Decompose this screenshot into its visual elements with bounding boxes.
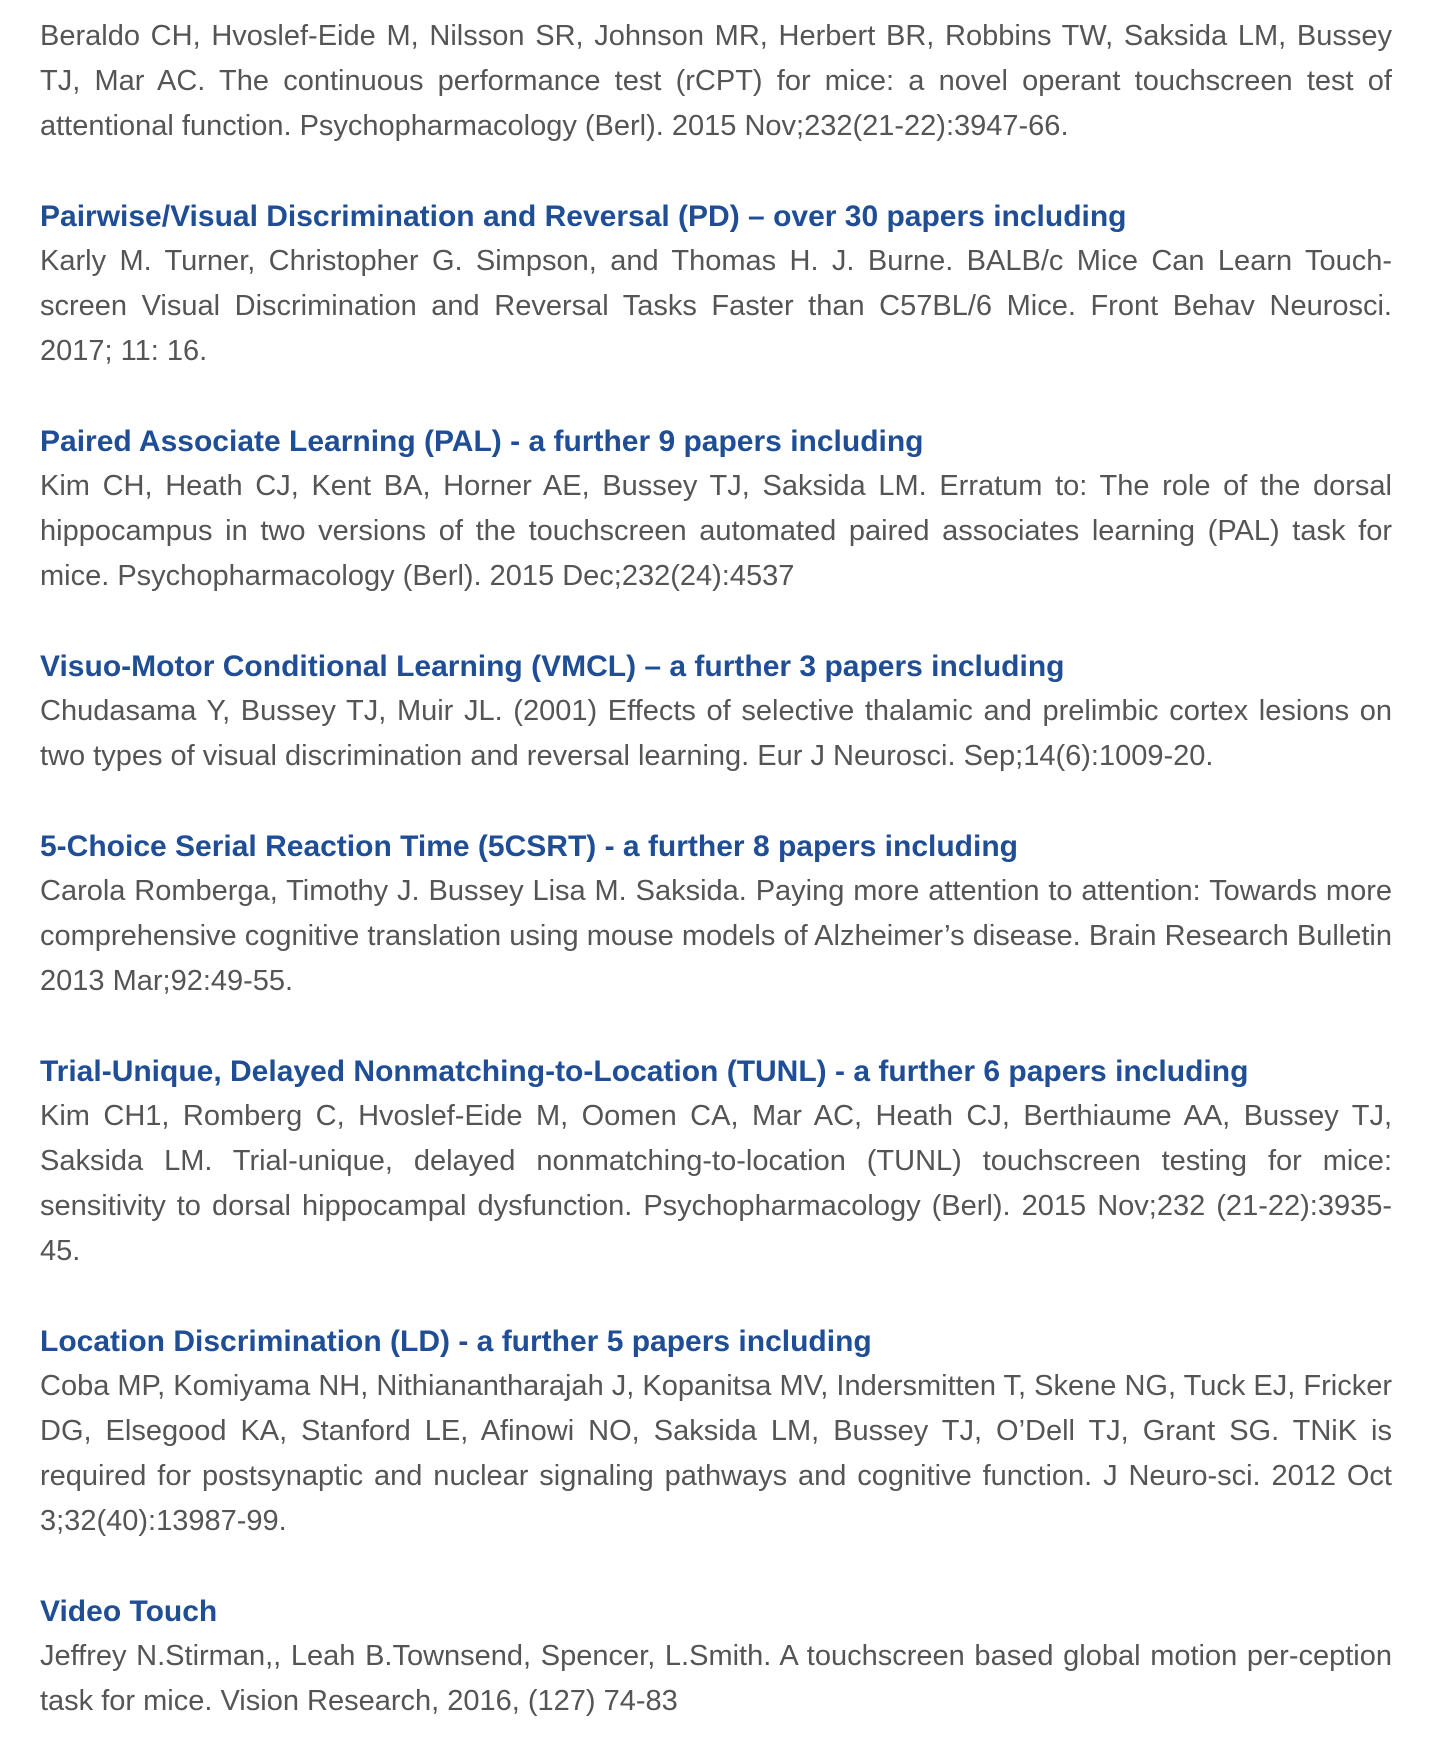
- section-heading-pd: Pairwise/Visual Discrimination and Reversal (PD) – over 30 papers including: [40, 200, 1127, 233]
- section-tunl: [40, 1049, 1392, 1274]
- section-spacer: [40, 599, 1392, 644]
- section-heading-5csrt: 5-Choice Serial Reaction Time (5CSRT) - a further 8 papers including: [40, 830, 1018, 863]
- section-heading-tunl: Trial-Unique, Delayed Nonmatching-to-Location (TUNL) - a further 6 papers including: [40, 1055, 1249, 1088]
- section-citation-ld: Coba MP, Komiyama NH, Nithianantharajah J, Kopanitsa MV, Indersmitten T, Skene NG, Tuck EJ, Fricker DG, Elsegood KA, Stanford LE, Afinowi NO, Saksida LM, Bussey TJ, O’Dell TJ, Grant SG. TNiK is required for postsynaptic and nuclear signaling pathways and cognitive function. J Neuro-sci. 2012 Oct 3;32(40):13987-99.: [40, 1370, 1392, 1537]
- section-citation-5csrt: Carola Romberga, Timothy J. Bussey Lisa M. Saksida. Paying more attention to attention: Towards more comprehensive cognitive translation using mouse models of Alzheimer’s disease. Brain Research Bulletin 2013 Mar;92:49-55.: [40, 875, 1392, 997]
- section-ld: [40, 1319, 1392, 1544]
- section-heading-pal: Paired Associate Learning (PAL) - a further 9 papers including: [40, 425, 924, 458]
- intro-citation: Beraldo CH, Hvoslef-Eide M, Nilsson SR, Johnson MR, Herbert BR, Robbins TW, Saksida LM, Bussey TJ, Mar AC. The continuous performance test (rCPT) for mice: a novel operant touchscreen test of attentional function. Psychopharmacology (Berl). 2015 Nov;232(21-22):3947-66.: [40, 20, 1392, 142]
- section-citation-vmcl: Chudasama Y, Bussey TJ, Muir JL. (2001) Effects of selective thalamic and prelimbic cortex lesions on two types of visual discrimination and reversal learning. Eur J Neurosci. Sep;14(6):1009-20.: [40, 695, 1392, 772]
- section-spacer: [40, 374, 1392, 419]
- section-citation-tunl: Kim CH1, Romberg C, Hvoslef-Eide M, Oomen CA, Mar AC, Heath CJ, Berthiaume AA, Bussey TJ, Saksida LM. Trial-unique, delayed nonmatching-to-location (TUNL) touchscreen testing for mice: sensitivity to dorsal hippocampal dysfunction. Psychopharmacology (Berl). 2015 Nov;232 (21-22):3935-45.: [40, 1100, 1392, 1267]
- section-citation-pd: Karly M. Turner, Christopher G. Simpson, and Thomas H. J. Burne. BALB/c Mice Can Learn Touch-screen Visual Discrimination and Reversal Tasks Faster than C57BL/6 Mice. Front Behav Neurosci. 2017; 11: 16.: [40, 245, 1392, 367]
- references-page: [40, 14, 1392, 1724]
- section-heading-vmcl: Visuo-Motor Conditional Learning (VMCL) – a further 3 papers including: [40, 650, 1065, 683]
- section-spacer: [40, 779, 1392, 824]
- section-vmcl: [40, 644, 1392, 779]
- section-spacer: [40, 1004, 1392, 1049]
- section-spacer: [40, 149, 1392, 194]
- section-pal: [40, 419, 1392, 599]
- section-pd: [40, 194, 1392, 374]
- section-heading-video-touch: Video Touch: [40, 1595, 218, 1628]
- section-spacer: [40, 1544, 1392, 1589]
- section-heading-ld: Location Discrimination (LD) - a further 5 papers including: [40, 1325, 872, 1358]
- section-citation-video-touch: Jeffrey N.Stirman,, Leah B.Townsend, Spencer, L.Smith. A touchscreen based global motion per-ception task for mice. Vision Research, 2016, (127) 74-83: [40, 1640, 1392, 1717]
- section-video-touch: [40, 1589, 1392, 1724]
- section-citation-pal: Kim CH, Heath CJ, Kent BA, Horner AE, Bussey TJ, Saksida LM. Erratum to: The role of the dorsal hippocampus in two versions of the touchscreen automated paired associates learning (PAL) task for mice. Psychopharmacology (Berl). 2015 Dec;232(24):4537: [40, 470, 1392, 592]
- intro-section: [40, 14, 1392, 149]
- section-5csrt: [40, 824, 1392, 1004]
- section-spacer: [40, 1274, 1392, 1319]
